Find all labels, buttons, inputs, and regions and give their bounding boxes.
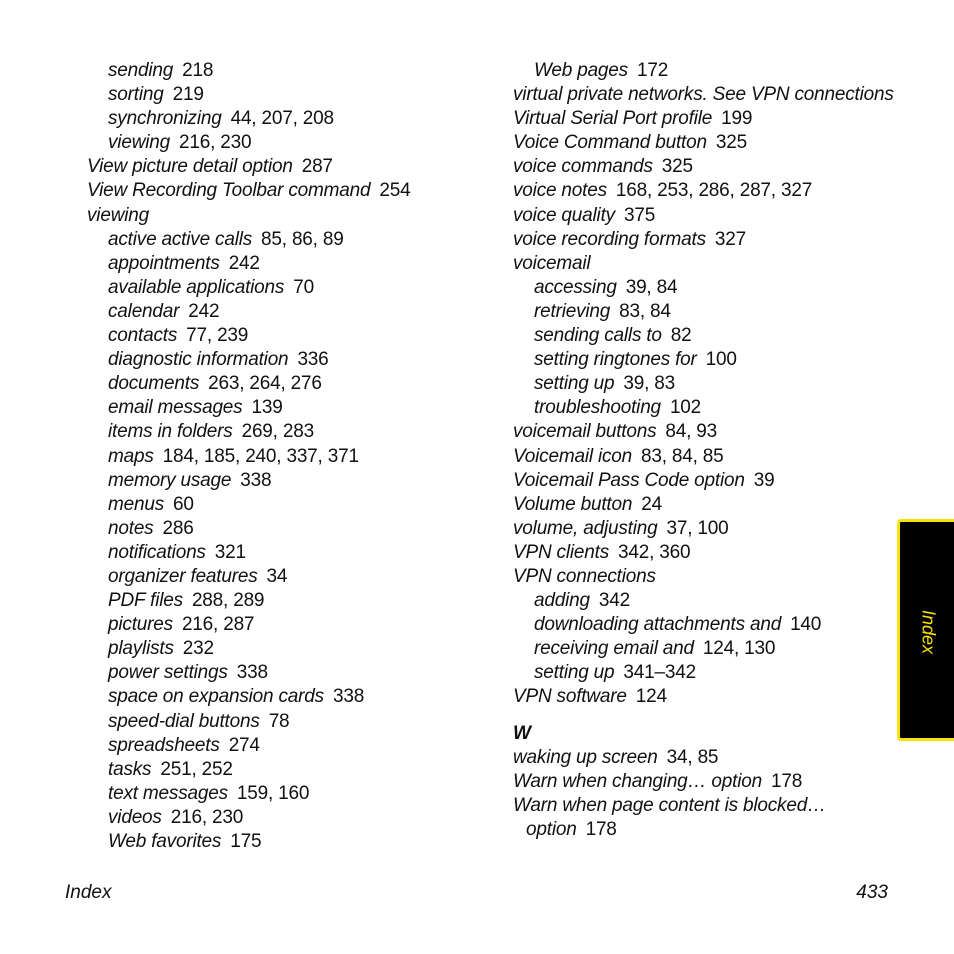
index-term: spreadsheets (108, 734, 220, 756)
index-page-refs: 39 (753, 469, 775, 491)
index-term: Virtual Serial Port profile (513, 108, 713, 130)
index-page-refs: 178 (771, 770, 803, 792)
index-page-refs: 83, 84 (619, 300, 671, 322)
index-term: Warn when changing… option (513, 770, 762, 792)
index-entry (513, 276, 893, 300)
index-entry (87, 613, 487, 637)
index-term: option (526, 818, 577, 840)
index-page-refs: 242 (188, 300, 220, 322)
index-entry (87, 300, 487, 324)
index-entry (87, 517, 487, 541)
index-page-refs: 251, 252 (160, 758, 233, 780)
index-entry (87, 661, 487, 685)
index-page-refs: 338 (332, 686, 365, 708)
index-page-refs: 60 (173, 493, 194, 515)
index-term: speed-dial buttons (108, 710, 260, 732)
index-term: maps (108, 445, 154, 467)
index-entry (513, 613, 893, 637)
index-entry (87, 155, 487, 179)
index-term: viewing (87, 204, 149, 226)
index-term: Web favorites (108, 831, 222, 852)
index-page-refs: 274 (228, 734, 260, 756)
index-term: setting up (534, 373, 615, 395)
index-term: diagnostic information (108, 349, 289, 371)
index-term: documents (108, 373, 200, 395)
index-entry (87, 830, 487, 854)
index-entry (87, 685, 487, 709)
index-page-refs: 232 (182, 638, 214, 660)
index-column-right (513, 59, 893, 842)
index-term: Web pages (534, 60, 628, 81)
index-term: email messages (108, 397, 243, 419)
index-entry (513, 324, 893, 348)
index-entry (513, 155, 893, 179)
index-entry (513, 179, 893, 203)
index-term: playlists (108, 638, 174, 660)
index-page-refs: 287 (301, 156, 333, 178)
index-term: voice commands (513, 156, 653, 178)
index-entry (87, 445, 487, 469)
index-page-refs: 24 (641, 493, 662, 515)
index-page-refs: 39, 84 (625, 276, 678, 298)
index-page-refs: 140 (790, 614, 822, 636)
index-page-refs: 82 (670, 325, 692, 347)
index-term: active active calls (108, 228, 253, 250)
index-page-refs: 321 (214, 541, 246, 563)
index-page-refs: 263, 264, 276 (208, 373, 322, 395)
index-page-refs: 254 (379, 180, 411, 202)
index-entry (87, 493, 487, 517)
index-entry (513, 252, 893, 276)
index-entry (87, 131, 487, 155)
index-page-refs: 78 (268, 710, 290, 732)
index-entry (87, 589, 487, 613)
index-entry (513, 493, 893, 517)
index-page-refs: 327 (714, 228, 746, 250)
index-entry (87, 252, 487, 276)
index-page-refs: 338 (236, 662, 268, 684)
index-entry (87, 179, 487, 203)
index-entry (87, 59, 487, 83)
index-entry (87, 204, 487, 228)
index-term: pictures (108, 614, 173, 636)
index-page-refs: 325 (715, 132, 747, 154)
index-term: tasks (108, 758, 152, 780)
index-page-refs: 288, 289 (191, 590, 265, 612)
index-page-refs: 342 (598, 590, 630, 612)
index-entry (87, 228, 487, 252)
index-term: space on expansion cards (108, 686, 324, 708)
index-page-refs: 100 (705, 349, 737, 371)
index-term: voice notes (513, 180, 607, 202)
index-entry (87, 107, 487, 131)
index-entry (87, 710, 487, 734)
index-term: sending (108, 60, 174, 81)
index-entry (513, 348, 893, 372)
index-entry (513, 83, 893, 107)
index-term: synchronizing (108, 108, 222, 130)
index-entry (87, 348, 487, 372)
index-term: retrieving (534, 300, 611, 322)
index-term: VPN clients (513, 541, 610, 563)
index-term: Voice Command button (513, 132, 707, 154)
index-term: available applications (108, 276, 285, 298)
index-page-refs: 338 (240, 469, 272, 491)
index-page-refs: 199 (721, 108, 753, 130)
index-page-refs: 172 (636, 60, 669, 81)
index-entry (513, 59, 893, 83)
footer-section-title: Index (65, 882, 112, 903)
index-entry (87, 324, 487, 348)
index-page-refs: 341–342 (623, 662, 696, 684)
index-entry (87, 758, 487, 782)
index-term: View Recording Toolbar command (87, 180, 371, 202)
index-entry (513, 445, 893, 469)
index-term: virtual private networks. See VPN connections (513, 84, 894, 106)
index-entry (513, 396, 893, 420)
index-term: Voicemail icon (513, 445, 632, 467)
index-entry (513, 300, 893, 324)
index-entry (87, 541, 487, 565)
index-page-refs: 342, 360 (618, 541, 691, 563)
index-term: Volume button (513, 493, 633, 515)
index-page-refs: 39, 83 (623, 373, 676, 395)
index-page-refs: 242 (228, 252, 260, 274)
index-page-refs: 184, 185, 240, 337, 371 (162, 445, 359, 467)
index-term: sorting (108, 84, 164, 106)
index-term: viewing (108, 132, 170, 154)
index-term: VPN software (513, 686, 627, 708)
index-page-refs: 286 (162, 517, 194, 539)
index-term: waking up screen (513, 746, 658, 768)
index-entry (513, 685, 893, 709)
index-entry (87, 420, 487, 444)
index-group-w (513, 746, 893, 842)
index-term: Warn when page content is blocked… (513, 794, 826, 816)
index-page-refs: 325 (661, 156, 693, 178)
index-term: voicemail buttons (513, 421, 657, 443)
index-page-refs: 124, 130 (702, 638, 776, 660)
index-term: calendar (108, 300, 180, 322)
index-page-refs: 124 (635, 686, 667, 708)
index-page-refs: 216, 230 (170, 806, 244, 828)
index-page-refs: 37, 100 (666, 517, 729, 539)
index-term: voicemail (513, 252, 591, 274)
index-page-refs: 218 (182, 60, 214, 81)
index-term: receiving email and (534, 638, 694, 660)
index-term: setting ringtones for (534, 349, 697, 371)
index-term: troubleshooting (534, 397, 661, 419)
index-entry (87, 734, 487, 758)
index-page-refs: 375 (623, 204, 656, 226)
index-term: sending calls to (534, 325, 662, 347)
index-page-refs: 139 (251, 397, 283, 419)
index-page-refs: 178 (585, 818, 617, 840)
index-entry (513, 420, 893, 444)
index-entry (87, 469, 487, 493)
index-page-refs: 85, 86, 89 (261, 228, 344, 250)
index-entry (87, 276, 487, 300)
index-page-refs: 269, 283 (241, 421, 314, 443)
index-entry (87, 372, 487, 396)
index-term: voice recording formats (513, 228, 706, 250)
index-entry (513, 818, 893, 842)
index-entry (87, 637, 487, 661)
page-number: 433 (856, 882, 888, 903)
index-term: text messages (108, 782, 228, 804)
section-letter-heading: W (513, 722, 531, 744)
index-page-refs: 44, 207, 208 (230, 108, 334, 130)
index-term: accessing (534, 276, 617, 298)
index-term: VPN connections (513, 565, 656, 587)
index-term: items in folders (108, 421, 233, 443)
index-entry (513, 204, 893, 228)
index-term: organizer features (108, 565, 258, 587)
index-term: notifications (108, 541, 206, 563)
index-page-refs: 336 (297, 349, 329, 371)
index-group-v (513, 59, 893, 710)
index-entry (513, 469, 893, 493)
index-term: power settings (108, 662, 228, 684)
index-term: PDF files (108, 590, 183, 612)
index-entry (513, 228, 893, 252)
index-entry (87, 806, 487, 830)
index-term: adding (534, 590, 590, 612)
index-page-refs: 219 (172, 84, 204, 106)
index-page-refs: 84, 93 (665, 421, 718, 443)
index-entry (513, 565, 893, 589)
index-page-refs: 102 (669, 397, 702, 419)
index-entry (513, 372, 893, 396)
index-thumb-tab[interactable] (897, 519, 954, 741)
index-page-refs: 83, 84, 85 (641, 445, 724, 467)
index-term: videos (108, 806, 162, 828)
index-term: notes (108, 517, 154, 539)
index-entry (513, 131, 893, 155)
index-page-refs: 70 (293, 276, 314, 298)
index-entry (87, 565, 487, 589)
index-term: downloading attachments and (534, 614, 782, 636)
index-term: voice quality (513, 204, 615, 226)
index-term: volume, adjusting (513, 517, 658, 539)
index-entry (513, 637, 893, 661)
index-term: View picture detail option (87, 156, 293, 178)
index-entry (87, 396, 487, 420)
index-page-refs: 34 (266, 565, 288, 587)
index-page-refs: 216, 287 (181, 614, 255, 636)
index-page-refs: 159, 160 (236, 782, 310, 804)
index-page-refs: 168, 253, 286, 287, 327 (615, 180, 813, 202)
index-term: setting up (534, 662, 615, 684)
index-term: Voicemail Pass Code option (513, 469, 745, 491)
index-page-refs: 175 (230, 831, 262, 852)
index-page-refs: 34, 85 (666, 746, 719, 768)
index-column-left (87, 59, 487, 854)
index-entry (87, 782, 487, 806)
index-entry (513, 770, 893, 794)
index-term: memory usage (108, 469, 232, 491)
index-entry (513, 517, 893, 541)
index-term: menus (108, 493, 165, 515)
index-term: appointments (108, 252, 220, 274)
index-entry (513, 661, 893, 685)
index-entry (513, 794, 893, 818)
index-entry (513, 541, 893, 565)
index-term: contacts (108, 325, 178, 347)
index-page-refs: 216, 230 (178, 132, 252, 154)
index-entry (513, 746, 893, 770)
index-entry (513, 107, 893, 131)
index-entry (87, 83, 487, 107)
index-entry (513, 589, 893, 613)
index-thumb-tab-label: Index (918, 609, 939, 655)
index-page-refs: 77, 239 (186, 325, 249, 347)
